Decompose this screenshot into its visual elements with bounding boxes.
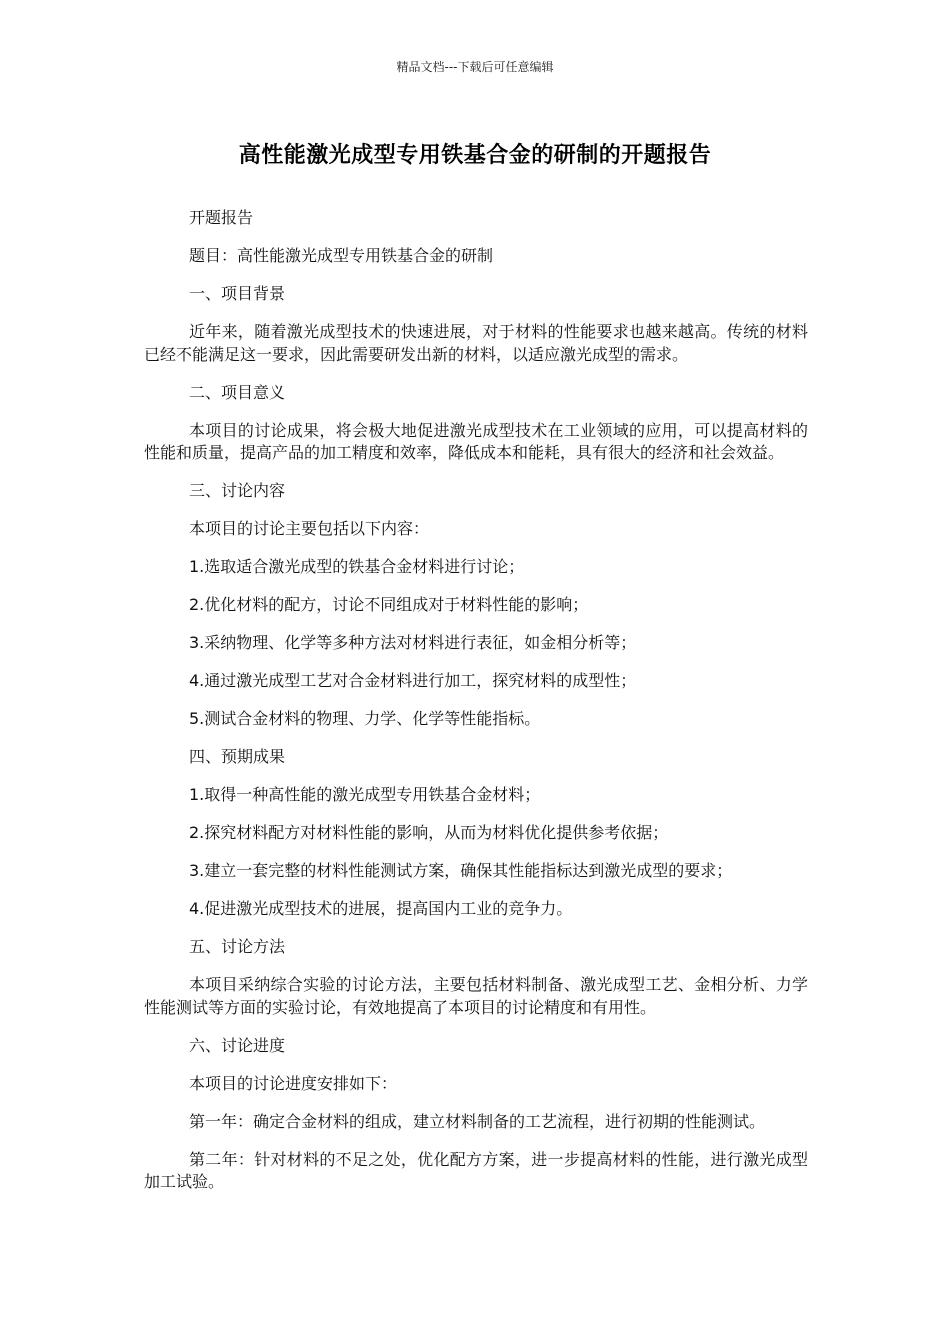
list-item: 1.取得一种高性能的激光成型专用铁基合金材料；	[189, 785, 541, 804]
section-heading-content: 三、讨论内容	[189, 481, 286, 500]
paragraph-report-label: 开题报告	[189, 208, 254, 227]
section-heading-schedule: 六、讨论进度	[189, 1035, 286, 1055]
section-heading-expected-results: 四、预期成果	[189, 747, 286, 766]
paragraph-content-intro: 本项目的讨论主要包括以下内容：	[189, 519, 430, 538]
document-title: 高性能激光成型专用铁基合金的研制的开题报告	[238, 143, 712, 168]
paragraph-methods: 本项目采纳综合实验的讨论方法，主要包括材料制备、激光成型工艺、金相分析、力学性能测试等方面的实验讨论，有效地提高了本项目的讨论精度和有用性。	[144, 975, 808, 1017]
section-heading-background: 一、项目背景	[189, 284, 286, 303]
paragraph-significance: 本项目的讨论成果，将会极大地促进激光成型技术在工业领域的应用，可以提高材料的性能和质量，提高产品的加工精度和效率，降低成本和能耗，具有很大的经济和社会效益。	[144, 420, 808, 462]
list-item: 4.促进激光成型技术的进展，提高国内工业的竞争力。	[189, 899, 573, 918]
section-heading-methods: 五、讨论方法	[189, 937, 286, 956]
list-item: 2.优化材料的配方，讨论不同组成对于材料性能的影响；	[189, 595, 589, 614]
page-header-note: 精品文档---下载后可任意编辑	[396, 60, 554, 74]
list-item: 4.通过激光成型工艺对合金材料进行加工，探究材料的成型性；	[189, 671, 637, 690]
schedule-item-year-1: 第一年：确定合金材料的组成，建立材料制备的工艺流程，进行初期的性能测试。	[189, 1111, 766, 1131]
schedule-item-year-2: 第二年：针对材料的不足之处，优化配方方案，进一步提高材料的性能，进行激光成型加工试验。	[144, 1149, 808, 1191]
paragraph-topic: 题目：高性能激光成型专用铁基合金的研制	[189, 246, 494, 265]
paragraph-background: 近年来，随着激光成型技术的快速进展，对于材料的性能要求也越来越高。传统的材料已经不能满足这一要求，因此需要研发出新的材料，以适应激光成型的需求。	[144, 322, 808, 364]
list-item: 3.建立一套完整的材料性能测试方案，确保其性能指标达到激光成型的要求；	[189, 861, 733, 880]
list-item: 2.探究材料配方对材料性能的影响，从而为材料优化提供参考依据；	[189, 823, 669, 842]
list-item: 5.测试合金材料的物理、力学、化学等性能指标。	[189, 709, 541, 728]
document-body	[144, 207, 808, 1209]
paragraph-schedule-intro: 本项目的讨论进度安排如下：	[189, 1073, 398, 1093]
list-item: 1.选取适合激光成型的铁基合金材料进行讨论；	[189, 557, 525, 576]
list-item: 3.采纳物理、化学等多种方法对材料进行表征，如金相分析等；	[189, 633, 637, 652]
section-heading-significance: 二、项目意义	[189, 382, 286, 402]
